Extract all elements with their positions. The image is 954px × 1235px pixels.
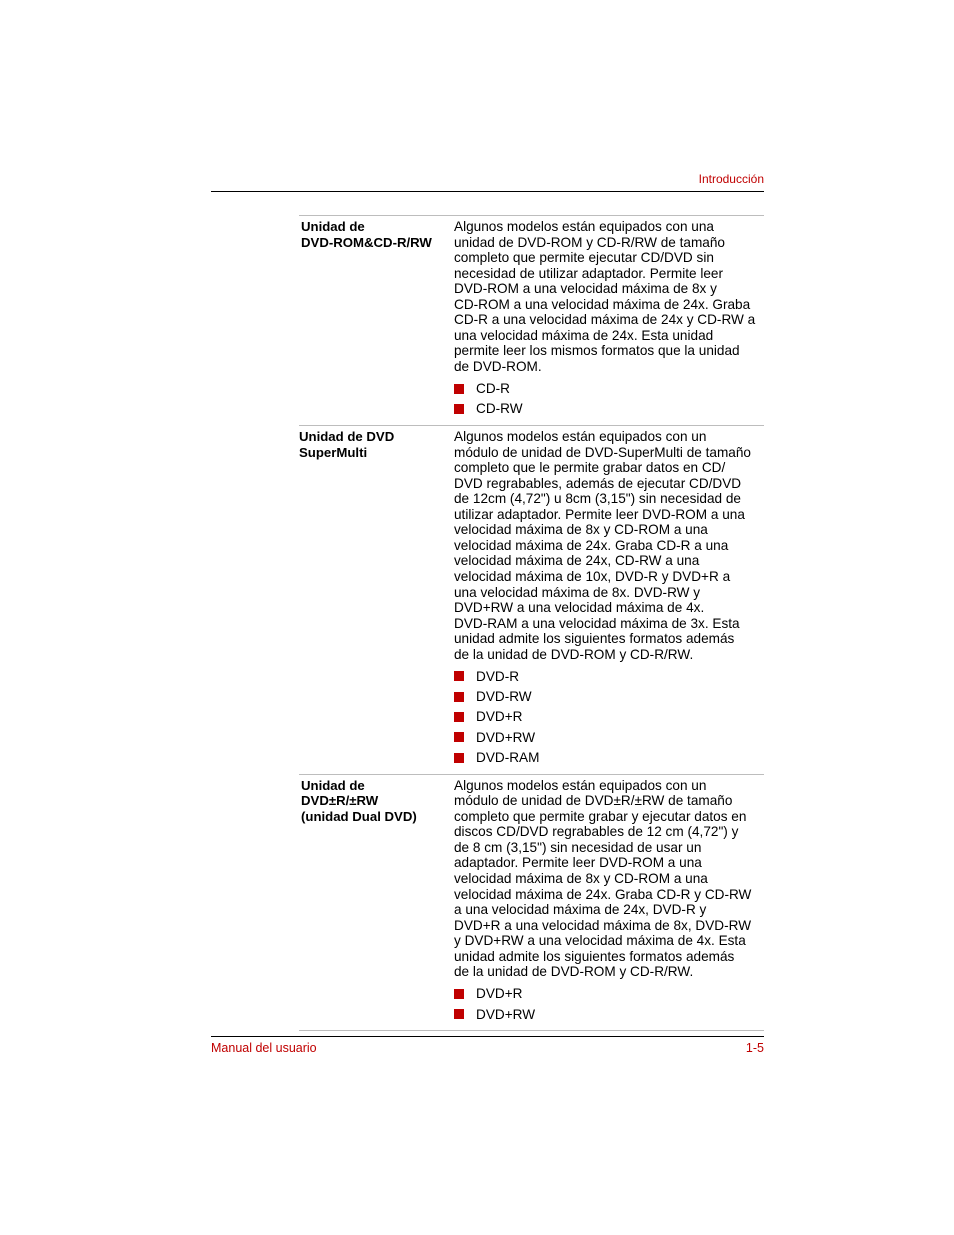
format-list: [454, 984, 764, 1025]
bullet-square-icon: [454, 753, 464, 763]
description-line: CD-ROM a una velocidad máxima de 24x. Graba: [454, 296, 751, 312]
label-line: Unidad de DVD: [299, 429, 395, 445]
drive-spec-table: [299, 215, 764, 1031]
description-line: velocidad máxima de 24x. Graba CD-R a una: [454, 537, 729, 553]
description-line: velocidad máxima de 24x, CD-RW a una: [454, 553, 700, 569]
description-line: discos CD/DVD regrabables de 12 cm (4,72") y: [454, 824, 739, 840]
format-list: [454, 378, 764, 419]
description-line: Algunos modelos están equipados con un: [454, 429, 707, 445]
spec-row-label: [299, 778, 454, 1025]
description-line: una velocidad máxima de 24x. Esta unidad: [454, 327, 714, 343]
bullet-square-icon: [454, 671, 464, 681]
description-line: completo que permite grabar y ejecutar datos en: [454, 808, 747, 824]
format-list: [454, 666, 764, 767]
header-divider: [211, 191, 764, 192]
description-line: DVD-RAM a una velocidad máxima de 3x. Esta: [454, 615, 740, 631]
list-item-text: DVD-RW: [476, 688, 532, 704]
description-line: de la unidad de DVD-ROM y CD-R/RW.: [454, 964, 694, 980]
list-item: [454, 747, 764, 767]
description-line: de la unidad de DVD-ROM y CD-R/RW.: [454, 646, 694, 662]
list-item-text: CD-R: [476, 380, 510, 396]
list-item-text: DVD+RW: [476, 1006, 536, 1022]
description-line: adaptador. Permite leer DVD-ROM a una: [454, 855, 702, 871]
spec-row-dual-dvd: [299, 774, 764, 1032]
description-line: velocidad máxima de 24x. Graba CD-R y CD-RW: [454, 886, 752, 902]
header-section-title: Introducción: [698, 172, 764, 186]
list-item: [454, 378, 764, 398]
label-line: Unidad de: [301, 777, 365, 793]
list-item-text: DVD-R: [476, 668, 520, 684]
description-line: velocidad máxima de 8x y CD-ROM a una: [454, 522, 708, 538]
spec-row-description: [454, 219, 764, 419]
footer-manual-title: Manual del usuario: [211, 1041, 317, 1055]
description-line: necesidad de utilizar adaptador. Permite leer: [454, 265, 724, 281]
description-line: de 12cm (4,72") u 8cm (3,15") sin necesidad de: [454, 491, 741, 507]
spec-row-description: [454, 778, 764, 1025]
bullet-square-icon: [454, 384, 464, 394]
description-line: módulo de unidad de DVD-SuperMulti de tamaño: [454, 444, 751, 460]
description-line: velocidad máxima de 10x, DVD-R y DVD+R a: [454, 568, 731, 584]
spec-row-dvd-rom-cd-rw: [299, 215, 764, 425]
bullet-square-icon: [454, 1009, 464, 1019]
description-line: y DVD+RW a una velocidad máxima de 4x. Esta: [454, 933, 746, 949]
list-item: [454, 707, 764, 727]
description-line: velocidad máxima de 8x y CD-ROM a una: [454, 871, 708, 887]
label-line: DVD±R/±RW: [301, 793, 379, 809]
label-line: Unidad de: [301, 219, 365, 234]
bullet-square-icon: [454, 692, 464, 702]
description-line: unidad de DVD-ROM y CD-R/RW de tamaño: [454, 234, 725, 250]
bullet-square-icon: [454, 404, 464, 414]
label-line: (unidad Dual DVD): [301, 808, 417, 824]
list-item-text: DVD-RAM: [476, 749, 540, 765]
list-item: [454, 399, 764, 419]
list-item-text: DVD+RW: [476, 729, 536, 745]
list-item: [454, 727, 764, 747]
list-item-text: CD-RW: [476, 401, 523, 417]
description-line: Algunos modelos están equipados con una: [454, 219, 714, 234]
list-item: [454, 687, 764, 707]
spec-row-label: [299, 219, 454, 419]
description-line: completo que le permite grabar datos en CD/: [454, 460, 726, 476]
description-line: completo que permite ejecutar CD/DVD sin: [454, 250, 714, 266]
label-line: DVD-ROM&CD-R/RW: [301, 234, 432, 250]
description-line: de 8 cm (3,15") sin necesidad de usar un: [454, 839, 702, 855]
description-line: DVD regrabables, además de ejecutar CD/DVD: [454, 475, 742, 491]
list-item: [454, 666, 764, 686]
description-line: utilizar adaptador. Permite leer DVD-ROM a una: [454, 506, 745, 522]
list-item: [454, 984, 764, 1004]
description-line: unidad admite los siguientes formatos además: [454, 948, 735, 964]
description-line: Algunos modelos están equipados con un: [454, 777, 707, 793]
spec-row-dvd-supermulti: [299, 425, 764, 774]
list-item-text: DVD+R: [476, 709, 523, 725]
footer-page-number: 1-5: [745, 1041, 764, 1055]
description-line: DVD-ROM a una velocidad máxima de 8x y: [454, 281, 717, 297]
description-line: CD-R a una velocidad máxima de 24x y CD-RW a: [454, 312, 756, 328]
bullet-square-icon: [454, 989, 464, 999]
description-line: permite leer los mismos formatos que la unidad: [454, 343, 740, 359]
description-line: DVD+R a una velocidad máxima de 8x, DVD-RW: [454, 917, 752, 933]
description-line: una velocidad máxima de 8x. DVD-RW y: [454, 584, 701, 600]
list-item: [454, 1004, 764, 1024]
description-line: de DVD-ROM.: [454, 358, 542, 374]
description-line: módulo de unidad de DVD±R/±RW de tamaño: [454, 793, 733, 809]
description-line: unidad admite los siguientes formatos además: [454, 631, 735, 647]
list-item-text: DVD+R: [476, 986, 523, 1002]
footer-divider: [211, 1036, 764, 1037]
spec-row-label: [299, 429, 454, 768]
bullet-square-icon: [454, 732, 464, 742]
description-line: DVD+RW a una velocidad máxima de 4x.: [454, 600, 705, 616]
label-line: SuperMulti: [299, 444, 368, 460]
spec-row-description: [454, 429, 764, 768]
bullet-square-icon: [454, 712, 464, 722]
description-line: a una velocidad máxima de 24x, DVD-R y: [454, 902, 707, 918]
